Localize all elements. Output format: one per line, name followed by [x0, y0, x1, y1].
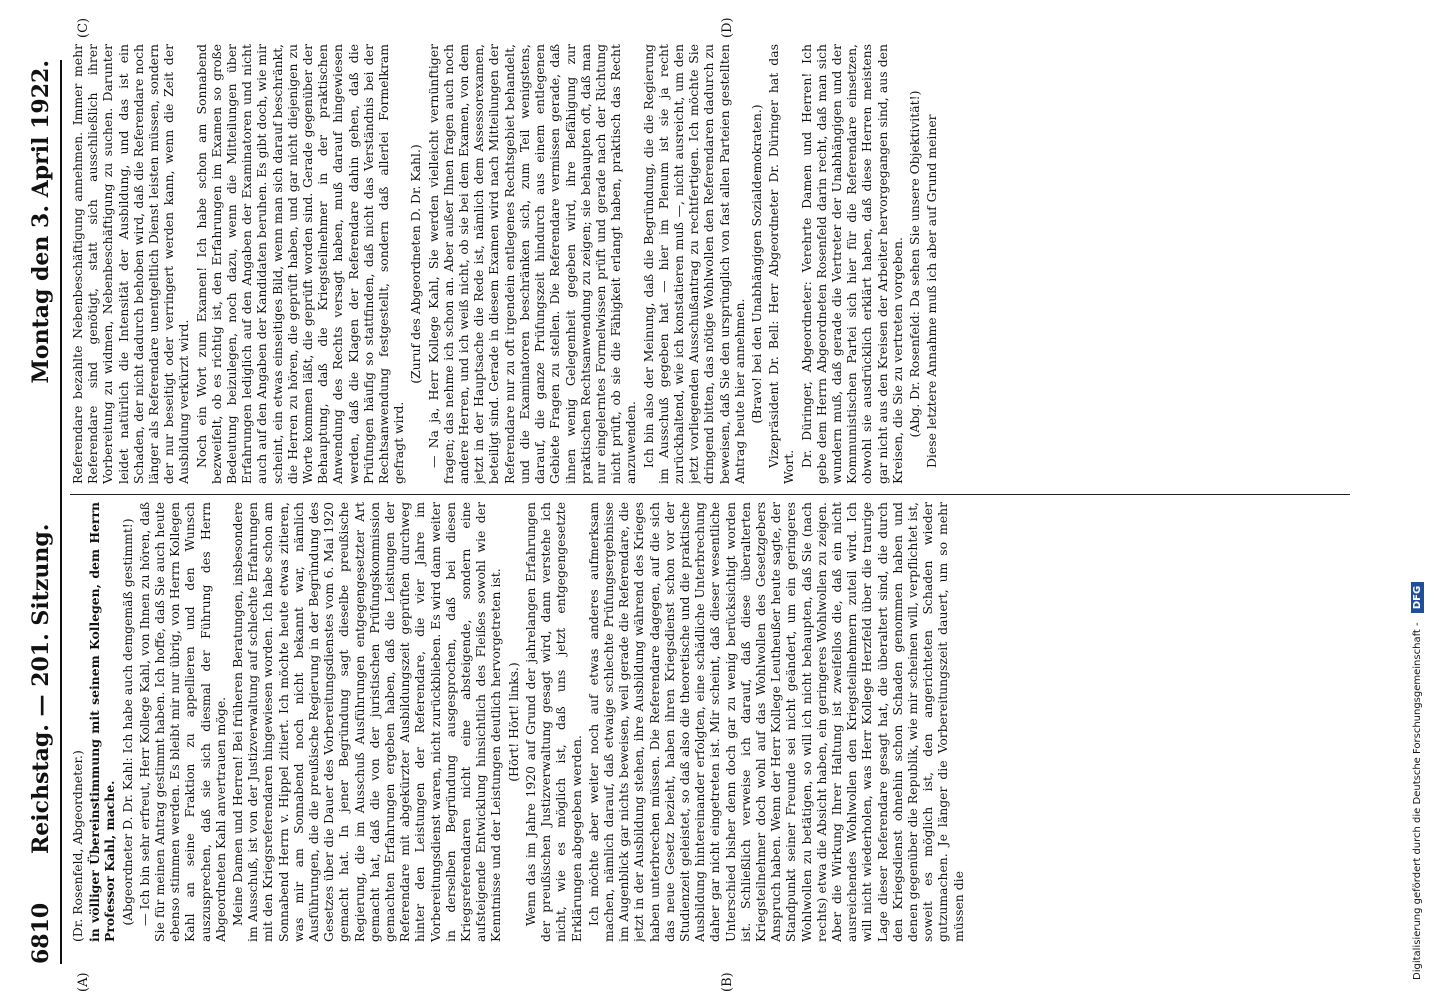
paragraph: Meine Damen und Herren! Bei früheren Beratungen, insbesondere im Ausschuß, ist von der Justizverwaltung auf schlechte Erfahrungen mit den Kriegsreferendaren hingewiesen worden. Ich habe schon am Sonnabend Herrn v. Hippel zitiert. Ich möchte heute etwas zitieren, was mir am Sonnabend noch nicht bekannt war, nämlich Ausführungen, die die preußische Regierung in der Begründung des Gesetzes über die Dauer des Vorbereitungsdienstes vom 6. Mai 1920 gemacht hat. In jener Begründung sagt dieselbe preußische Regierung, die im Ausschuß Ausführungen entgegengesetzter Art gemacht hat, daß die von der juristischen Prüfungskommission gemachten Erfahrungen ergeben haben, daß die Leistungen der Referendare mit abgekürzter Ausbildungszeit geprüften durchweg hinter den Leistungen der Referendare, die vier Jahre im Vorbereitungsdienst waren, nicht zurückblieben. Es wird dann weiter in derselben Begründung ausgesprochen, daß bei diesen Kriegsreferendaren nicht eine absteigende, sondern eine aufsteigende Entwicklung hinsichtlich des Fleißes sowohl wie der Kenntnisse und der Leistungen deutlich hervorgetreten ist.	[230, 502, 504, 942]
header-right-title: Montag den 3. April 1922.	[28, 60, 54, 384]
dfg-logo: DFG	[1411, 582, 1424, 613]
paragraph: — Na ja, Herr Kollege Kahl, Sie werden vielleicht vernünftiger fragen; das nehme ich schon an. Aber außer Ihnen fragen auch noch andere Herren, und ich weiß nicht, ob sie bei dem Examen, von dem jetzt in der Hauptsache die Rede ist, nämlich dem Assessorexamen, beteiligt sind. Gerade in diesem Examen wird nach Mitteilungen der Referendare nur zu oft irgendein entlegenes Rechtsgebiet behandelt, und die Examinatoren beschränken sich, zum Teil wenigstens, darauf, die ganze Prüfungszeit hindurch aus einem entlegenen Gebiete Fragen zu stellen. Die Referendare vermissen gerade, daß ihnen wenig Gelegenheit gegeben wird, ihre Befähigung zur praktischen Rechtsanwendung zu zeigen; sie behaupten oft, daß man nur eingelerntes Formelwissen prüft und gerade nach der Richtung nicht prüft, ob sie die Fähigkeit erlangt haben, praktisch das Recht anzuwenden.	[425, 44, 639, 484]
left-column	[70, 502, 1350, 942]
header-left-title: Reichstag. — 201. Sitzung.	[28, 523, 54, 854]
interjection: (Abg. Dr. Rosenfeld: Da sehen Sie unsere Objektivität!)	[906, 90, 922, 438]
page-number: 6810	[28, 902, 54, 964]
paragraph: Referendare bezahlte Nebenbeschäftigung annehmen. Immer mehr Referendare sind genötigt, statt sich ausschließlich ihrer Vorbereitung zu widmen, Nebenbeschäftigung zu suchen. Darunter leidet natürlich die Intensität der Ausbildung, und das ist ein Schaden, der nicht dadurch behoben wird, daß die Referendare noch länger als Referendare unentgeltlich Dienst leisten müssen, sondern der nur beseitigt oder verringert werden kann, wenn die Zeit der Ausbildung verkürzt wird.	[70, 44, 192, 484]
paragraph: Noch ein Wort zum Examen! Ich habe schon am Sonnabend bezweifelt, ob es richtig ist, den Erfahrungen im Examen so große Bedeutung beizulegen, noch dazu, wenn die Mitteilungen über Erfahrungen lediglich auf den Angaben der Examinatoren und nicht auch auf den Angaben der Kandidaten beruhen. Es gibt doch, wie mir scheint, ein etwas einseitiges Bild, wenn man sich darauf beschränkt, die Herren zu hören, die geprüft haben, und gar nicht diejenigen zu Worte kommen läßt, die geprüft worden sind. Gerade gegenüber der Behauptung, daß die Kriegsteilnehmer in der praktischen Anwendung des Rechts versagt haben, muß darauf hingewiesen werden, daß die Klagen der Referendare dahin gehen, daß die Prüfungen häufig so stattfinden, daß nicht das Verständnis bei der Rechtsanwendung festgestellt, sondern daß allerlei Formelkram gefragt wird.	[193, 44, 407, 484]
paragraph: Diese letztere Annahme muß ich aber auf Grund meiner	[924, 114, 940, 468]
margin-marker-d: (D)	[720, 17, 735, 38]
speaker-intro: Vizepräsident Dr. Bell: Herr Abgeordneter Dr. Düringer hat das Wort.	[766, 44, 797, 484]
margin-marker-a: (A)	[76, 972, 91, 992]
interjection: (Abgeordneter D. Dr. Kahl: Ich habe auch demgemäß gestimmt!)	[119, 518, 135, 926]
paragraph: — Ich bin sehr erfreut, Herr Kollege Kahl, von Ihnen zu hören, daß Sie für meinen Antrag gestimmt haben. Ich hoffe, daß Sie auch heute ebenso stimmen werden. Es bleibt mir nur übrig, von Herrn Kollegen Kahl an seine Fraktion zu appellieren und den Wunsch auszusprechen, daß sie sich diesmal der Führung des Herrn Abgeordneten Kahl anvertrauen möge.	[136, 502, 228, 942]
right-column	[70, 44, 1350, 484]
interjection: (Bravo! bei den Unabhängigen Sozialdemokraten.)	[748, 104, 764, 424]
margin-marker-c: (C)	[76, 17, 91, 38]
interjection: (Hört! Hört! links.)	[505, 662, 521, 782]
page-header	[26, 60, 62, 964]
column-divider	[70, 494, 1350, 495]
paragraph: Ich möchte aber weiter noch auf etwas anderes aufmerksam machen, nämlich darauf, daß etwaige schlechte Prüfungsergebnisse im Augenblick gar nichts beweisen, weil gerade die Referendare, die jetzt in der Ausbildung stehen, ihre Ausbildung während des Krieges haben unterbrechen müssen. Die Referendare dagegen, auf die sich das neue Gesetz bezieht, haben ihren Kriegsdienst schon vor der Studienzeit geleistet, so daß also die theoretische und die praktische Ausbildung hintereinander erfolgten, eine schädliche Unterbrechung daher gar nicht eingetreten ist. Mir scheint, daß dieser wesentliche Unterschied bisher denn doch gar zu wenig berücksichtigt worden ist. Schließlich verweise ich darauf, daß diese überalterten Kriegsteilnehmer doch wohl auf das Wohlwollen des Gesetzgebers Anspruch haben. Wenn der Herr Kollege Leutheußer heute sagte, der Standpunkt seiner Freunde sei nicht geändert, um ein geringeres Wohlwollen zu betätigen, so will ich nicht behaupten, daß Sie (nach rechts) etwa die Absicht haben, ein geringeres Wohlwollen zu zeigen. Aber die Wirkung Ihrer Haltung ist zweifellos die, daß ein nicht ausreichendes Wohlwollen den Kriegsteilnehmern zuteil wird. Ich will nicht wiederholen, was Herr Kollege Herzfeld über die traurige Lage dieser Referendare gesagt hat, die überaltert sind, die durch den Kriegsdienst ohnehin schon Schaden genommen haben und denen gegenüber die Republik, wie mir scheinen will, verpflichtet ist, soweit es möglich ist, den angerichteten Schaden wieder gutzumachen. Je länger die Vorbereitungszeit dauert, um so mehr müssen die	[585, 502, 966, 942]
paragraph: Dr. Düringer, Abgeordneter: Verehrte Damen und Herren! Ich gebe dem Herrn Abgeordneten Rosenfeld darin recht, daß man sich wundern muß, daß gerade die Vertreter der Unabhängigen und der Kommunistischen Partei sich hier für die Referendare einsetzen, obwohl sie ausdrücklich erklärt haben, daß diese Herren meistens gar nicht aus den Kreisen der Arbeiter hervorgegangen sind, aus den Kreisen, die Sie zu vertreten vorgeben.	[798, 44, 905, 484]
paragraph: Ich bin also der Meinung, daß die Begründung, die die Regierung im Ausschuß gegeben hat — hier im Plenum ist sie ja recht zurückhaltend, wie ich konstatieren muß —, nicht ausreicht, um den jetzt vorliegenden Ausschußantrag zu rechtfertigen. Ich möchte Sie dringend bitten, das nötige Wohlwollen den Referendaren dadurch zu beweisen, daß Sie den ursprünglich von fast allen Parteien gestellten Antrag heute hier annehmen.	[640, 44, 747, 484]
interjection: (Zuruf des Abgeordneten D. Dr. Kahl.)	[408, 144, 424, 384]
margin-marker-b: (B)	[720, 972, 735, 992]
paragraph: in völliger Übereinstimmung mit seinem Kollegen, dem Herrn Professor Kahl, mache.	[87, 502, 118, 942]
paragraph: Wenn das im Jahre 1920 auf Grund der jahrelangen Erfahrungen der preußischen Justizverwaltung gesagt wird, dann verstehe ich nicht, wie es möglich ist, daß uns jetzt entgegengesetzte Erklärungen abgegeben werden.	[522, 502, 584, 942]
credit-text: Digitalisierung gefördert durch die Deutsche Forschungsgemeinschaft -	[1412, 622, 1423, 980]
digitization-credit	[1405, 20, 1429, 980]
speaker-note: (Dr. Rosenfeld, Abgeordneter.)	[70, 750, 85, 942]
